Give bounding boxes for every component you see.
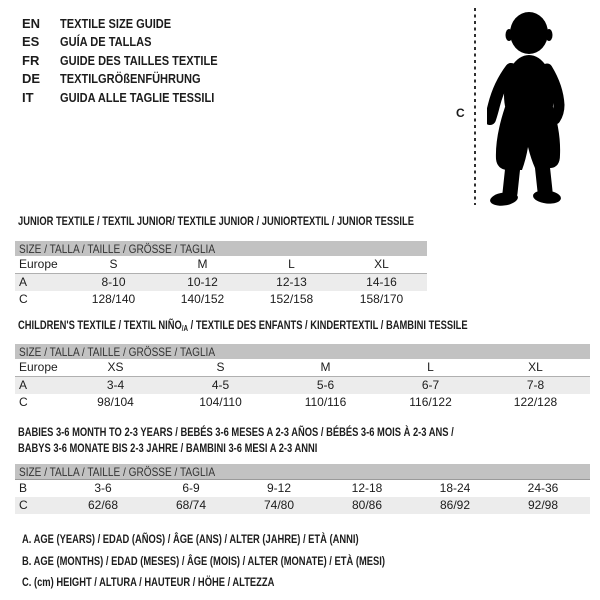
size-column: L <box>427 360 434 374</box>
table-cell: 5-6 <box>316 378 335 392</box>
babies-title-line2: BABYS 3-6 MONATE BIS 2-3 JAHRE / BAMBINI 3-6 MESI A 2-3 ANNI <box>18 441 318 455</box>
table-cell: 74/80 <box>263 498 295 512</box>
table-cell: 12-18 <box>351 481 383 495</box>
babies-size-table <box>15 464 590 514</box>
language-title-list <box>22 14 245 107</box>
footnote-b <box>22 551 487 573</box>
children-size-header-band <box>15 344 590 359</box>
region-label: Europe <box>19 360 58 374</box>
table-cell: 152/158 <box>269 292 314 306</box>
size-header-text: SIZE / TALLA / TAILLE / GRÖSSE / TAGLIA <box>19 241 216 256</box>
language-title: TEXTILGRÖßENFÜHRUNG <box>60 71 201 87</box>
table-cell: 62/68 <box>87 498 119 512</box>
table-cell: 7-8 <box>526 378 545 392</box>
children-row-a <box>15 377 590 394</box>
row-label: C <box>19 498 28 512</box>
language-code: FR <box>22 52 40 68</box>
table-cell: 18-24 <box>439 481 471 495</box>
language-title: GUÍA DE TALLAS <box>60 34 152 50</box>
table-cell: 3-6 <box>94 481 112 495</box>
children-title-post: / TEXTILE DES ENFANTS / KINDERTEXTIL / BAMBINI TESSILE <box>188 318 468 332</box>
size-column: XS <box>107 360 124 374</box>
children-title-subscript: /A <box>181 324 189 333</box>
children-title-pre: CHILDREN'S TEXTILE / TEXTIL NIÑO <box>18 318 182 332</box>
height-c-label: C <box>456 106 465 120</box>
footnote-b-text: B. AGE (MONTHS) / EDAD (MESES) / ÂGE (MOIS) / ALTER (MONATE) / ETÀ (MESI) <box>22 553 385 568</box>
size-column: S <box>109 257 118 271</box>
footnote-list <box>22 529 487 594</box>
table-cell: 6-9 <box>182 481 200 495</box>
language-row <box>22 88 245 107</box>
children-row-c <box>15 394 590 411</box>
silhouette-ear-right <box>546 29 553 41</box>
row-label: A <box>19 275 28 289</box>
footnote-a-text: A. AGE (YEARS) / EDAD (AÑOS) / ÂGE (ANS) / ALTER (JAHRE) / ETÀ (ANNI) <box>22 532 359 546</box>
footnote-a <box>22 529 487 551</box>
junior-section-title <box>18 215 526 228</box>
table-cell: 104/110 <box>199 395 242 409</box>
junior-size-header-band <box>15 241 427 256</box>
babies-row-c <box>15 497 590 514</box>
table-cell: 24-36 <box>527 481 559 495</box>
language-code: EN <box>22 15 41 31</box>
table-cell: 3-4 <box>106 378 125 392</box>
babies-title-line1: BABIES 3-6 MONTH TO 2-3 YEARS / BEBÉS 3-6 MESES A 2-3 AÑOS / BÉBÉS 3-6 MOIS À 2-3 ANS / <box>18 425 454 439</box>
language-code: DE <box>22 71 41 87</box>
row-label: C <box>19 395 28 409</box>
table-cell: 122/128 <box>513 395 558 409</box>
row-label: B <box>19 481 28 495</box>
size-column: S <box>216 360 225 374</box>
table-cell: 8-10 <box>101 275 126 289</box>
table-cell: 92/98 <box>527 498 559 512</box>
children-title-text <box>18 319 468 335</box>
size-header-text: SIZE / TALLA / TAILLE / GRÖSSE / TAGLIA <box>19 464 216 479</box>
language-title: GUIDA ALLE TAGLIE TESSILI <box>60 89 215 105</box>
table-cell: 6-7 <box>421 378 440 392</box>
table-cell: 128/140 <box>91 292 136 306</box>
silhouette-leg-left <box>510 165 513 193</box>
size-column: M <box>197 257 208 271</box>
table-cell: 80/86 <box>351 498 383 512</box>
silhouette-head <box>510 12 548 54</box>
table-cell: 116/122 <box>409 395 452 409</box>
table-cell: 98/104 <box>97 395 134 409</box>
junior-row-a <box>15 274 427 291</box>
junior-columns-row <box>15 256 427 274</box>
table-cell: 158/170 <box>359 292 404 306</box>
region-label: Europe <box>19 257 58 271</box>
language-row <box>22 14 245 33</box>
table-cell: 140/152 <box>180 292 225 306</box>
table-cell: 110/116 <box>304 395 347 409</box>
height-dashed-line <box>474 8 476 205</box>
table-cell: 4-5 <box>211 378 230 392</box>
language-code: IT <box>22 89 34 105</box>
table-cell: 14-16 <box>366 275 397 289</box>
silhouette-ear-left <box>506 29 513 41</box>
size-column: M <box>320 360 331 374</box>
row-label: A <box>19 378 28 392</box>
table-cell: 10-12 <box>187 275 218 289</box>
babies-size-header-band <box>15 464 590 480</box>
row-label: C <box>19 292 28 306</box>
language-title: GUIDE DES TAILLES TEXTILE <box>60 52 218 68</box>
table-cell: 9-12 <box>266 481 292 495</box>
size-column: XL <box>374 257 389 271</box>
language-row <box>22 51 245 70</box>
size-header-text: SIZE / TALLA / TAILLE / GRÖSSE / TAGLIA <box>19 344 216 359</box>
toddler-silhouette-image <box>487 7 567 207</box>
language-row <box>22 70 245 89</box>
junior-row-c <box>15 291 427 308</box>
junior-title-text: JUNIOR TEXTILE / TEXTIL JUNIOR/ TEXTILE JUNIOR / JUNIORTEXTIL / JUNIOR TESSILE <box>18 214 414 228</box>
language-row <box>22 33 245 52</box>
size-column: XL <box>528 360 543 374</box>
language-title: TEXTILE SIZE GUIDE <box>60 15 172 31</box>
babies-row-b <box>15 480 590 497</box>
table-cell: 86/92 <box>439 498 471 512</box>
footnote-c <box>22 572 487 594</box>
children-size-table <box>15 344 590 411</box>
children-columns-row <box>15 359 590 377</box>
size-column: L <box>288 257 295 271</box>
silhouette-leg-right <box>542 163 545 191</box>
table-cell: 12-13 <box>276 275 307 289</box>
junior-size-table <box>15 241 427 308</box>
language-code: ES <box>22 34 40 50</box>
table-cell: 68/74 <box>175 498 207 512</box>
footnote-c-text: C. (cm) HEIGHT / ALTURA / HAUTEUR / HÖHE / ALTEZZA <box>22 575 275 589</box>
children-section-title <box>18 319 594 335</box>
babies-section-title <box>18 424 577 456</box>
